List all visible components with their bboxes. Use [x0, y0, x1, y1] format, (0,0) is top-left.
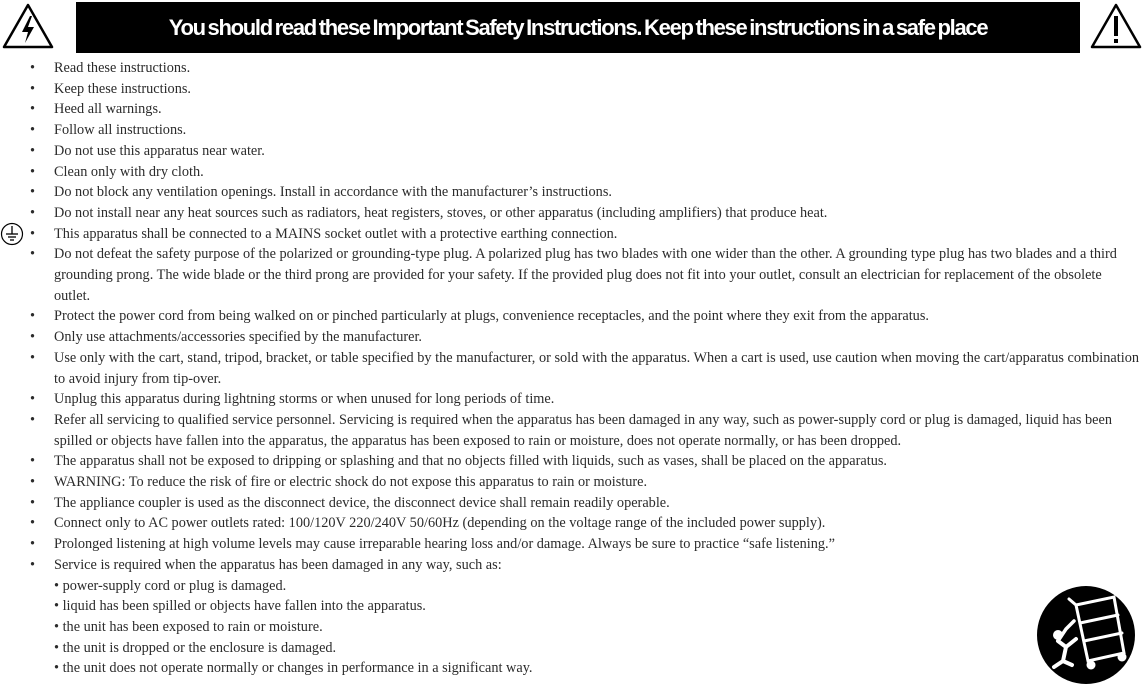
safety-instructions-list: [0, 58, 1145, 679]
service-sub-item: • power-supply cord or plug is damaged.: [54, 577, 287, 594]
list-item: • The apparatus shall not be exposed to dripping or splashing and that no objects filled with liquids, such as vases, shall be placed on the apparatus.: [0, 451, 1145, 472]
service-sub-item: • the unit has been exposed to rain or moisture.: [54, 618, 323, 635]
list-item: • Connect only to AC power outlets rated: 100/120V 220/240V 50/60Hz (depending on the voltage range of the included power supply).: [0, 513, 1145, 534]
exclamation-warning-icon: [1089, 2, 1143, 50]
service-sub-item: • the unit is dropped or the enclosure is damaged.: [54, 639, 337, 656]
list-item: • The appliance coupler is used as the disconnect device, the disconnect device shall remain readily operable.: [0, 493, 1145, 514]
list-item: • Do not block any ventilation openings. Install in accordance with the manufacturer’s instructions.: [0, 182, 1145, 203]
list-item: • Only use attachments/accessories specified by the manufacturer.: [0, 327, 1145, 348]
list-item: • Protect the power cord from being walked on or pinched particularly at plugs, convenience receptacles, and the point where they exit from the apparatus.: [0, 306, 1145, 327]
list-item: • Read these instructions.: [0, 58, 1145, 79]
list-item: • Clean only with dry cloth.: [0, 162, 1145, 183]
list-item: • Do not defeat the safety purpose of the polarized or grounding-type plug. A polarized plug has two blades with one wider than the other. A grounding type plug has two blades and a third grounding prong. The wide blade or the third prong are provided for your safety. If the provided plug does not fit into your outlet, consult an electrician for replacement of the obsolete outlet.: [0, 244, 1145, 306]
list-item: • Refer all servicing to qualified service personnel. Servicing is required when the apparatus has been damaged in any way, such as power-supply cord or plug is damaged, liquid has been spilled or objects have fallen into the apparatus, the apparatus has been exposed to rain or moisture, does not operate normally, or has been dropped.: [0, 410, 1145, 451]
list-item: • Follow all instructions.: [0, 120, 1145, 141]
safety-banner-title: You should read these Important Safety Instructions. Keep these instructions in a safe place: [76, 2, 1080, 53]
list-item: • Do not install near any heat sources such as radiators, heat registers, stoves, or other apparatus (including amplifiers) that produce heat.: [0, 203, 1145, 224]
list-item: • Keep these instructions.: [0, 79, 1145, 100]
list-item: • Do not use this apparatus near water.: [0, 141, 1145, 162]
cart-tipover-warning-icon: [1036, 585, 1136, 685]
service-intro: Service is required when the apparatus has been damaged in any way, such as:: [54, 556, 502, 573]
list-item: • Unplug this apparatus during lightning storms or when unused for long periods of time.: [0, 389, 1145, 410]
list-item: • Prolonged listening at high volume levels may cause irreparable hearing loss and/or damage. Always be sure to practice “safe listening.”: [0, 534, 1145, 555]
list-item: • Use only with the cart, stand, tripod, bracket, or table specified by the manufacturer, or sold with the apparatus. When a cart is used, use caution when moving the cart/apparatus combination to avoid injury from tip-over.: [0, 348, 1145, 389]
list-item: • This apparatus shall be connected to a MAINS socket outlet with a protective earthing connection.: [0, 224, 1145, 245]
list-item: • WARNING: To reduce the risk of fire or electric shock do not expose this apparatus to rain or moisture.: [0, 472, 1145, 493]
service-sub-item: • liquid has been spilled or objects have fallen into the apparatus.: [54, 598, 426, 615]
list-item: • Heed all warnings.: [0, 99, 1145, 120]
lightning-warning-icon: [1, 2, 55, 50]
service-sub-item: • the unit does not operate normally or changes in performance in a significant way.: [54, 660, 533, 677]
service-list-item: [0, 555, 1145, 679]
